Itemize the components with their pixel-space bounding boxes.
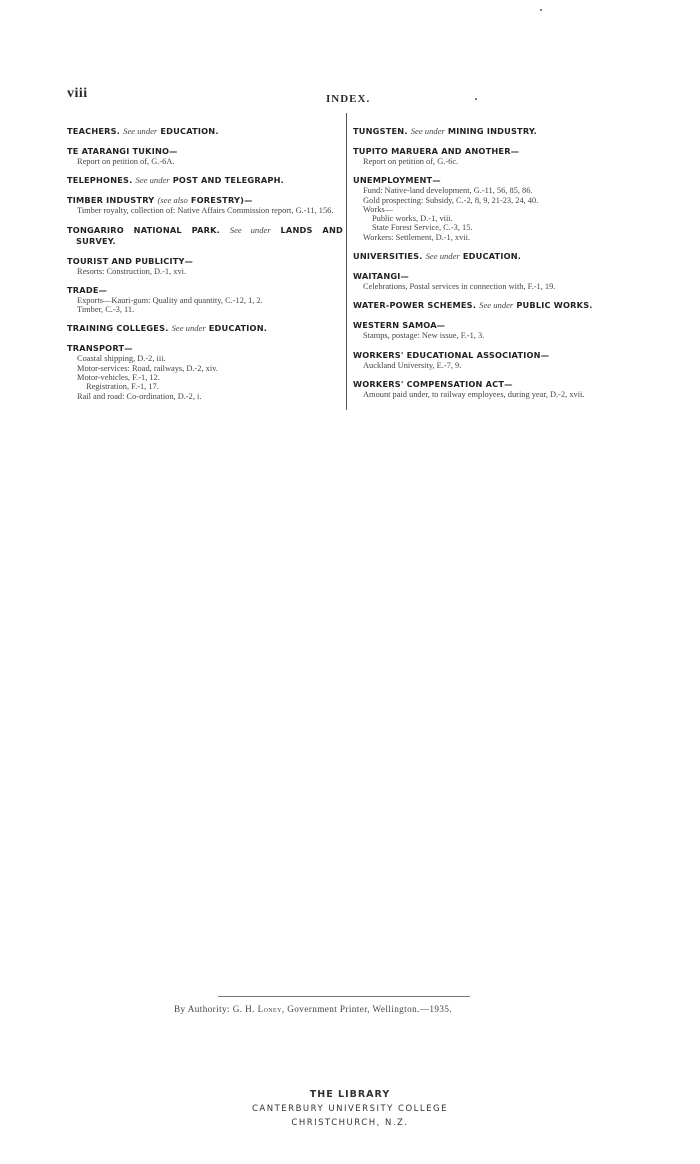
cross-reference-target: EDUCATION. (160, 126, 219, 136)
index-subentry: Motor-vehicles, F.-1, 12. (77, 373, 160, 383)
index-heading: TRAINING COLLEGES. (67, 323, 169, 334)
index-heading: TIMBER INDUSTRY (67, 195, 155, 206)
index-entry (67, 126, 343, 137)
library-stamp (240, 1088, 460, 1130)
cross-reference-label: See under (229, 224, 271, 235)
column-divider (346, 113, 347, 410)
index-entry (353, 175, 623, 242)
index-subentry: Public works, D.-1, viii. (372, 214, 453, 224)
imprint-suffix: , Government Printer, Wellington.—1935. (281, 1004, 453, 1014)
imprint-prefix: By Authority: G. H. (174, 1004, 255, 1014)
index-column-left (67, 126, 343, 410)
cross-reference-label: See under (135, 175, 170, 186)
index-entry (67, 175, 343, 186)
cross-reference-target: EDUCATION. (462, 251, 522, 262)
index-entry (67, 285, 343, 315)
index-entry (67, 195, 343, 215)
footer-divider (218, 996, 470, 997)
index-heading: UNEMPLOYMENT— (353, 175, 441, 186)
index-subentry: Coastal shipping, D.-2, iii. (77, 354, 166, 364)
cross-reference-target: MINING INDUSTRY. (447, 126, 537, 136)
index-subentry: Timber, C.-3, 11. (77, 305, 135, 315)
index-heading: TUNGSTEN. (353, 126, 408, 136)
index-heading: WORKERS' EDUCATIONAL ASSOCIATION— (353, 349, 550, 360)
index-entry (67, 225, 343, 247)
cross-reference-target: PUBLIC WORKS. (516, 300, 593, 311)
cross-reference-target: POST AND TELEGRAPH. (172, 175, 284, 186)
printing-speck (540, 9, 542, 11)
index-subentry: Gold prospecting: Subsidy, C.-2, 8, 9, 21-23, 24, 40. (363, 195, 539, 205)
index-entry (67, 146, 343, 166)
index-subentry: Stamps, postage: New issue, F.-1, 3. (363, 331, 485, 341)
index-entry (353, 300, 623, 311)
printing-speck (475, 98, 477, 100)
index-heading: TELEPHONES. (67, 175, 133, 186)
cross-reference-label: See under (425, 251, 460, 262)
index-subentry: Celebrations, Postal services in connection with, F.-1, 19. (363, 282, 556, 292)
cross-reference-label: See under (410, 126, 445, 136)
index-heading: TEACHERS. (67, 126, 121, 136)
index-subentry: Auckland University, E.-7, 9. (363, 360, 462, 370)
page-number: viii (67, 86, 88, 101)
index-subentry: Amount paid under, to railway employees, during year, D.-2, xvii. (363, 389, 585, 399)
index-column-right (353, 126, 623, 408)
index-subentry: Report on petition of, G.-6A. (77, 157, 175, 166)
index-subentry: Motor-services: Road, railways, D.-2, xiv. (77, 363, 218, 373)
index-entry (67, 343, 343, 400)
printer-name: Loney (257, 1004, 282, 1014)
stamp-line: CANTERBURY UNIVERSITY COLLEGE (252, 1104, 448, 1114)
index-subentry: Resorts: Construction, D.-1, xvi. (77, 266, 187, 276)
cross-reference-target: LANDS AND SURVEY. (76, 224, 343, 246)
index-entry (353, 379, 623, 399)
index-heading: WATER-POWER SCHEMES. (353, 300, 477, 311)
index-subentry: Registration, F.-1, 17. (86, 382, 159, 392)
index-heading: TONGARIRO NATIONAL PARK. (67, 224, 220, 235)
index-heading: WAITANGI— (353, 271, 409, 282)
index-heading: UNIVERSITIES. (353, 251, 423, 262)
index-subentry: Works— (363, 204, 394, 214)
printer-imprint (174, 1004, 452, 1014)
index-entry (353, 350, 623, 370)
index-heading: TOURIST AND PUBLICITY— (67, 255, 194, 266)
index-subentry: Exports—Kauri-gum: Quality and quantity, C.-12, 1, 2. (77, 295, 263, 305)
stamp-line: CHRISTCHURCH, N.Z. (291, 1118, 409, 1128)
index-heading: WORKERS' COMPENSATION ACT— (353, 378, 513, 389)
cross-reference-target: FORESTRY)— (190, 195, 253, 206)
index-subentry: Rail and road: Co-ordination, D.-2, i. (77, 391, 202, 401)
index-entry (353, 146, 623, 166)
index-subentry: Report on petition of, G.-6c. (363, 157, 459, 166)
index-heading: TRADE— (67, 284, 108, 295)
index-entry (353, 320, 623, 340)
cross-reference-label: See under (479, 300, 514, 311)
cross-reference-label: See under (171, 323, 206, 334)
index-heading: TUPITO MARUERA AND ANOTHER— (353, 146, 520, 156)
index-heading: WESTERN SAMOA— (353, 320, 446, 331)
cross-reference-label: (see also (157, 195, 188, 206)
index-entry (353, 126, 623, 137)
cross-reference-label: See under (123, 126, 158, 136)
index-entry (353, 271, 623, 291)
stamp-line: THE LIBRARY (309, 1089, 391, 1100)
index-entry (67, 323, 343, 334)
index-heading: TE ATARANGI TUKINO— (67, 146, 178, 156)
index-subentry: Timber royalty, collection of: Native Affairs Commission report, G.-11, 156. (77, 206, 334, 216)
index-subentry: State Forest Service, C.-3, 15. (372, 223, 473, 233)
index-subentry: Workers: Settlement, D.-1, xvii. (363, 232, 471, 242)
cross-reference-target: EDUCATION. (208, 323, 268, 334)
index-heading: TRANSPORT— (67, 343, 133, 354)
index-entry (67, 256, 343, 276)
index-subentry: Fund: Native-land development, G.-11, 56, 85, 86. (363, 186, 533, 196)
page-title: INDEX. (326, 93, 371, 105)
index-entry (353, 251, 623, 262)
